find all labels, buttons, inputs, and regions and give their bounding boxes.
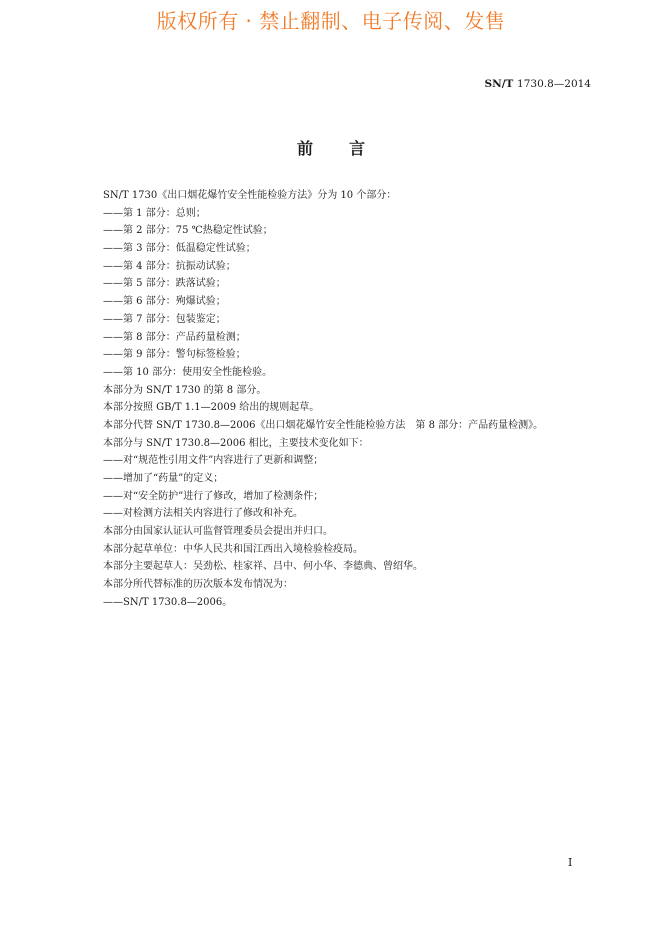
foreword-line: 本部分与 SN/T 1730.8—2006 相比，主要技术变化如下： — [103, 437, 369, 449]
foreword-body — [103, 187, 603, 612]
foreword-line: ——对检测方法相关内容进行了修改和补充。 — [103, 508, 303, 520]
foreword-line: ——对“规范性引用文件”内容进行了更新和调整； — [103, 455, 324, 467]
standard-code — [485, 78, 591, 90]
page-title-part1: 前 — [296, 139, 313, 158]
page-title — [0, 136, 662, 159]
foreword-line: 本部分起草单位：中华人民共和国江西出入境检验检疫局。 — [103, 543, 363, 555]
foreword-line: ——第 3 部分：低温稳定性试验； — [103, 243, 256, 255]
foreword-line: ——第 10 部分：使用安全性能检验。 — [103, 366, 273, 378]
watermark-banner: 版权所有 · 禁止翻制、电子传阅、发售 — [156, 9, 506, 33]
foreword-line: ——对“安全防护”进行了修改，增加了检测条件； — [103, 490, 324, 502]
standard-code-number: 1730.8—2014 — [517, 78, 591, 90]
foreword-line: ——第 8 部分：产品药量检测； — [103, 331, 246, 343]
foreword-line: ——第 4 部分：抗振动试验； — [103, 260, 236, 272]
foreword-line: ——第 7 部分：包装鉴定； — [103, 313, 226, 325]
foreword-line: 本部分为 SN/T 1730 的第 8 部分。 — [103, 384, 267, 396]
foreword-line: 本部分主要起草人：吴劲松、桂家祥、吕中、何小华、李德典、曾绍华。 — [103, 561, 423, 573]
page-title-part2: 言 — [349, 139, 366, 158]
foreword-line: ——第 1 部分：总则； — [103, 207, 206, 219]
foreword-line: SN/T 1730《出口烟花爆竹安全性能检验方法》分为 10 个部分： — [103, 190, 397, 201]
foreword-line: ——第 9 部分：警句标签检验； — [103, 349, 246, 361]
foreword-line: ——第 6 部分：殉爆试验； — [103, 296, 226, 308]
foreword-line: 本部分按照 GB/T 1.1—2009 给出的规则起草。 — [103, 402, 320, 414]
foreword-line: ——第 5 部分：跌落试验； — [103, 278, 226, 290]
foreword-line: 本部分所代替标准的历次版本发布情况为： — [103, 579, 293, 591]
page-number: I — [568, 856, 573, 869]
foreword-line: ——增加了“药量”的定义； — [103, 473, 224, 484]
standard-code-prefix: SN/T — [484, 78, 514, 90]
foreword-line: 本部分由国家认证认可监督管理委员会提出并归口。 — [103, 526, 333, 538]
foreword-line: ——第 2 部分：75 ℃热稳定性试验； — [103, 225, 273, 237]
foreword-line: 本部分代替 SN/T 1730.8—2006《出口烟花爆竹安全性能检验方法 第 8 部分：产品药量检测》。 — [103, 419, 544, 431]
foreword-line: ——SN/T 1730.8—2006。 — [103, 596, 233, 608]
